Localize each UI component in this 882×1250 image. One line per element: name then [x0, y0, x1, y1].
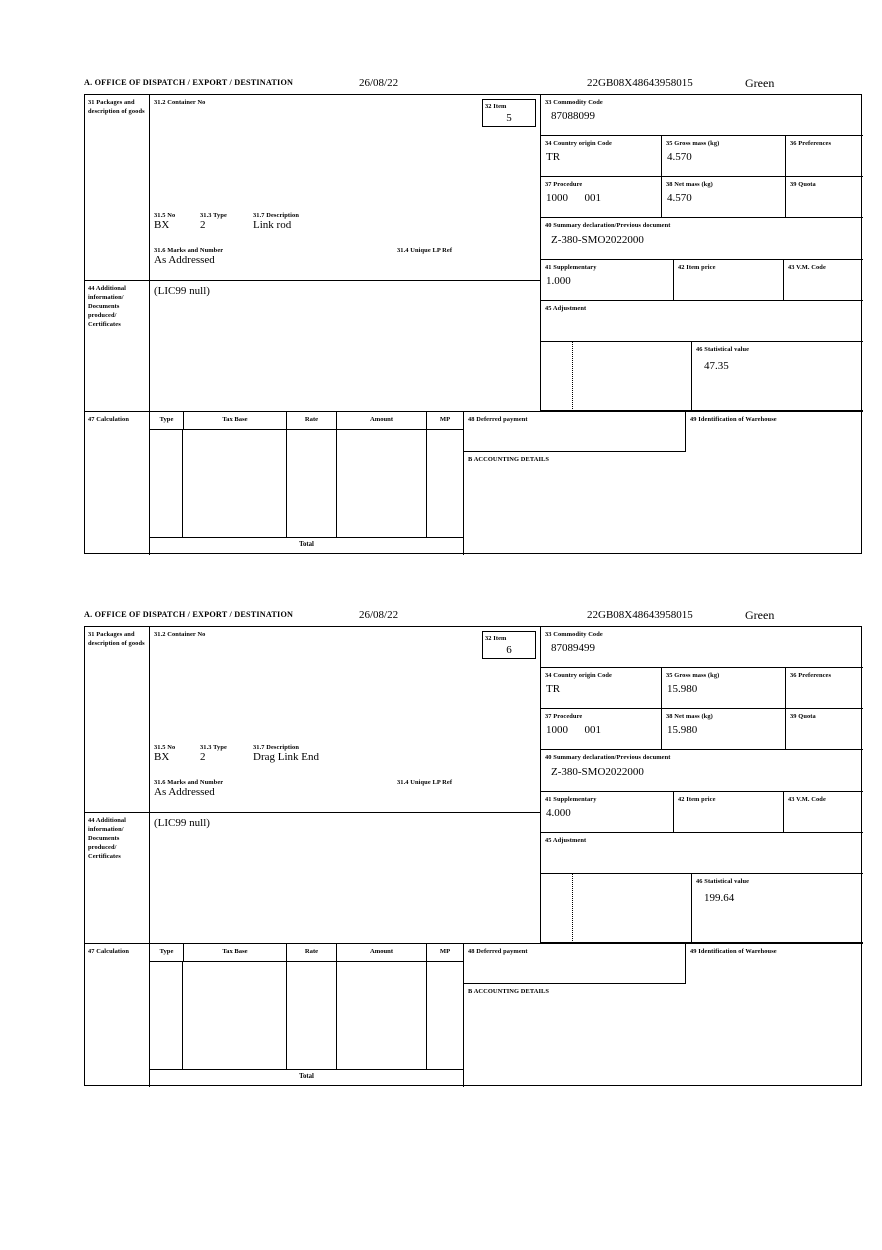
box-b-label: B ACCOUNTING DETAILS [468, 988, 550, 995]
box-37-value: 1000 001 [546, 724, 601, 736]
box-44-label: 44 Additional information/ Documents produced/ Certificates [88, 285, 127, 328]
box-37-label: 37 Procedure [545, 713, 583, 720]
box-47-total-row [150, 1069, 463, 1087]
box-47-total-label: Total [299, 541, 314, 548]
box-47-calculation-table [149, 943, 463, 1087]
box-49-label: 49 Identification of Warehouse [690, 948, 777, 955]
box-31-label: 31 Packages and description of goods [88, 631, 145, 647]
box-40-label: 40 Summary declaration/Previous document [545, 754, 671, 761]
box-31-3-type-label: 31.3 Type [200, 212, 227, 219]
box-31-6-marks-label: 31.6 Marks and Number [154, 779, 224, 786]
box-46-statistical-value [691, 342, 863, 410]
box-41-supplementary [540, 260, 673, 301]
customs-declaration-form-item-5 [84, 78, 862, 554]
box-38-label: 38 Net mass (kg) [666, 181, 713, 188]
box-47-total-row [150, 537, 463, 555]
box-47-cell-type [150, 962, 183, 1069]
form-header [84, 78, 862, 94]
box-44-value: (LIC99 null) [154, 817, 210, 829]
box-46-region [540, 874, 863, 943]
box-38-net-mass [661, 709, 785, 750]
box-47-col-rate: Rate [287, 944, 337, 962]
box-45-label: 45 Adjustment [545, 837, 587, 844]
box-31-5-no-value: BX [154, 219, 170, 231]
box-47-cell-type [150, 430, 183, 537]
box-40-label: 40 Summary declaration/Previous document [545, 222, 671, 229]
box-47-spine [85, 411, 149, 555]
box-38-value: 4.570 [667, 192, 692, 204]
box-47-label: 47 Calculation [88, 416, 129, 423]
box-43-label: 43 V.M. Code [788, 796, 826, 803]
box-31-5-no-value: BX [154, 751, 170, 763]
box-31-spine [85, 627, 149, 812]
box-41-value: 1.000 [546, 275, 571, 287]
box-44-spine [85, 812, 149, 943]
box-37-procedure [540, 177, 661, 218]
box-47-header-row [150, 412, 463, 430]
box-46-label: 46 Statistical value [696, 346, 750, 353]
box-46-value: 47.35 [704, 360, 729, 372]
box-34-label: 34 Country origin Code [545, 672, 612, 679]
box-47-spine [85, 943, 149, 1087]
declaration-date: 26/08/22 [359, 77, 399, 89]
box-37-procedure [540, 709, 661, 750]
box-40-value: Z-380-SMO2022000 [551, 766, 644, 778]
box-31-6-marks-value: As Addressed [154, 254, 215, 266]
box-32-item-value: 5 [506, 112, 512, 124]
box-47-header-row [150, 944, 463, 962]
box-46-value: 199.64 [704, 892, 735, 904]
box-48-label: 48 Deferred payment [468, 948, 528, 955]
box-31-3-type-value: 2 [200, 751, 206, 763]
box-31-spine [85, 95, 149, 280]
box-b-accounting-details [463, 984, 863, 1087]
box-41-label: 41 Supplementary [545, 796, 597, 803]
box-35-gross-mass [661, 668, 785, 709]
box-32-item [482, 99, 536, 127]
box-47-col-rate: Rate [287, 412, 337, 430]
box-42-item-price [673, 260, 783, 301]
box-37-label: 37 Procedure [545, 181, 583, 188]
box-31-4-unique-lp-ref-label: 31.4 Unique LP Ref [397, 779, 453, 786]
box-37-value: 1000 001 [546, 192, 601, 204]
box-34-value: TR [546, 683, 561, 695]
box-42-label: 42 Item price [678, 796, 716, 803]
box-31-6-marks-label: 31.6 Marks and Number [154, 247, 224, 254]
box-44-content [149, 812, 540, 943]
box-39-label: 39 Quota [790, 713, 816, 720]
box-47-cell-tax-base [183, 962, 287, 1069]
box-31-5-no-label: 31.5 No [154, 744, 176, 751]
box-47-col-type: Type [159, 416, 174, 423]
box-33-value: 87089499 [551, 642, 595, 654]
box-49-identification-of-warehouse [685, 943, 863, 984]
box-47-cell-rate [287, 962, 337, 1069]
office-of-dispatch-label: A. OFFICE OF DISPATCH / EXPORT / DESTINATION [84, 78, 294, 87]
box-31-label: 31 Packages and description of goods [88, 99, 145, 115]
box-43-vm-code [783, 792, 863, 833]
box-36-preferences [785, 136, 863, 177]
box-44-content [149, 280, 540, 411]
box-33-label: 33 Commodity Code [545, 99, 603, 106]
form-header [84, 610, 862, 626]
box-44-spine [85, 280, 149, 411]
box-44-label: 44 Additional information/ Documents produced/ Certificates [88, 817, 127, 860]
movement-reference-number: 22GB08X48643958015 [587, 609, 693, 621]
box-43-label: 43 V.M. Code [788, 264, 826, 271]
box-47-cell-tax-base [183, 430, 287, 537]
box-45-adjustment [540, 833, 863, 874]
declaration-grid [84, 94, 862, 554]
movement-reference-number: 22GB08X48643958015 [587, 77, 693, 89]
customs-declaration-form-item-6 [84, 610, 862, 1086]
box-42-item-price [673, 792, 783, 833]
box-45-adjustment [540, 301, 863, 342]
box-31-5-no-label: 31.5 No [154, 212, 176, 219]
box-38-value: 15.980 [667, 724, 698, 736]
box-48-label: 48 Deferred payment [468, 416, 528, 423]
box-41-supplementary [540, 792, 673, 833]
box-39-quota [785, 177, 863, 218]
box-47-cell-amount [337, 962, 427, 1069]
box-34-label: 34 Country origin Code [545, 140, 612, 147]
box-47-col-tax-base: Tax Base [183, 944, 287, 962]
box-32-item-label: 32 Item [485, 103, 507, 110]
box-39-label: 39 Quota [790, 181, 816, 188]
box-34-value: TR [546, 151, 561, 163]
box-35-gross-mass [661, 136, 785, 177]
box-46-region [540, 342, 863, 411]
box-45-label: 45 Adjustment [545, 305, 587, 312]
box-38-label: 38 Net mass (kg) [666, 713, 713, 720]
box-33-label: 33 Commodity Code [545, 631, 603, 638]
box-47-col-tax-base: Tax Base [183, 412, 287, 430]
box-31-4-unique-lp-ref-label: 31.4 Unique LP Ref [397, 247, 453, 254]
box-46-statistical-value [691, 874, 863, 942]
box-47-col-amount: Amount [337, 944, 427, 962]
box-34-country-origin-code [540, 136, 661, 177]
box-40-summary-declaration [540, 750, 863, 792]
declaration-grid [84, 626, 862, 1086]
box-48-deferred-payment [463, 411, 685, 452]
box-31-7-description-label: 31.7 Description [253, 744, 299, 751]
box-47-body [150, 430, 463, 537]
box-41-value: 4.000 [546, 807, 571, 819]
box-31-7-description-value: Drag Link End [253, 751, 319, 763]
box-46-dotted-divider [572, 874, 573, 943]
box-31-2-container-no-label: 31.2 Container No [154, 631, 206, 638]
box-32-item-label: 32 Item [485, 635, 507, 642]
lane-status: Green [745, 608, 775, 622]
box-47-cell-mp [427, 962, 463, 1069]
box-47-cell-mp [427, 430, 463, 537]
box-46-dotted-divider [572, 342, 573, 411]
box-35-value: 4.570 [667, 151, 692, 163]
box-47-label: 47 Calculation [88, 948, 129, 955]
box-47-col-type: Type [159, 948, 174, 955]
box-36-label: 36 Preferences [790, 672, 832, 679]
box-41-label: 41 Supplementary [545, 264, 597, 271]
box-31-2-container-no-label: 31.2 Container No [154, 99, 206, 106]
box-46-label: 46 Statistical value [696, 878, 750, 885]
lane-status: Green [745, 76, 775, 90]
box-47-col-mp: MP [439, 948, 451, 955]
box-47-total-label: Total [299, 1073, 314, 1080]
box-42-label: 42 Item price [678, 264, 716, 271]
box-38-net-mass [661, 177, 785, 218]
box-b-accounting-details [463, 452, 863, 555]
box-49-label: 49 Identification of Warehouse [690, 416, 777, 423]
box-43-vm-code [783, 260, 863, 301]
box-35-label: 35 Gross mass (kg) [666, 672, 720, 679]
box-48-deferred-payment [463, 943, 685, 984]
box-47-cell-amount [337, 430, 427, 537]
box-b-label: B ACCOUNTING DETAILS [468, 456, 550, 463]
box-35-value: 15.980 [667, 683, 698, 695]
box-31-3-type-label: 31.3 Type [200, 744, 227, 751]
box-49-identification-of-warehouse [685, 411, 863, 452]
box-40-summary-declaration [540, 218, 863, 260]
box-36-preferences [785, 668, 863, 709]
box-33-commodity-code [540, 95, 863, 136]
box-39-quota [785, 709, 863, 750]
box-33-commodity-code [540, 627, 863, 668]
box-33-value: 87088099 [551, 110, 595, 122]
declaration-date: 26/08/22 [359, 609, 399, 621]
box-32-item [482, 631, 536, 659]
box-34-country-origin-code [540, 668, 661, 709]
box-47-cell-rate [287, 430, 337, 537]
box-47-body [150, 962, 463, 1069]
box-32-item-value: 6 [506, 644, 512, 656]
box-31-3-type-value: 2 [200, 219, 206, 231]
box-47-col-amount: Amount [337, 412, 427, 430]
office-of-dispatch-label: A. OFFICE OF DISPATCH / EXPORT / DESTINATION [84, 610, 294, 619]
box-40-value: Z-380-SMO2022000 [551, 234, 644, 246]
box-31-7-description-value: Link rod [253, 219, 292, 231]
box-47-col-mp: MP [439, 416, 451, 423]
box-31-6-marks-value: As Addressed [154, 786, 215, 798]
box-44-value: (LIC99 null) [154, 285, 210, 297]
box-35-label: 35 Gross mass (kg) [666, 140, 720, 147]
box-31-7-description-label: 31.7 Description [253, 212, 299, 219]
box-36-label: 36 Preferences [790, 140, 832, 147]
box-47-calculation-table [149, 411, 463, 555]
